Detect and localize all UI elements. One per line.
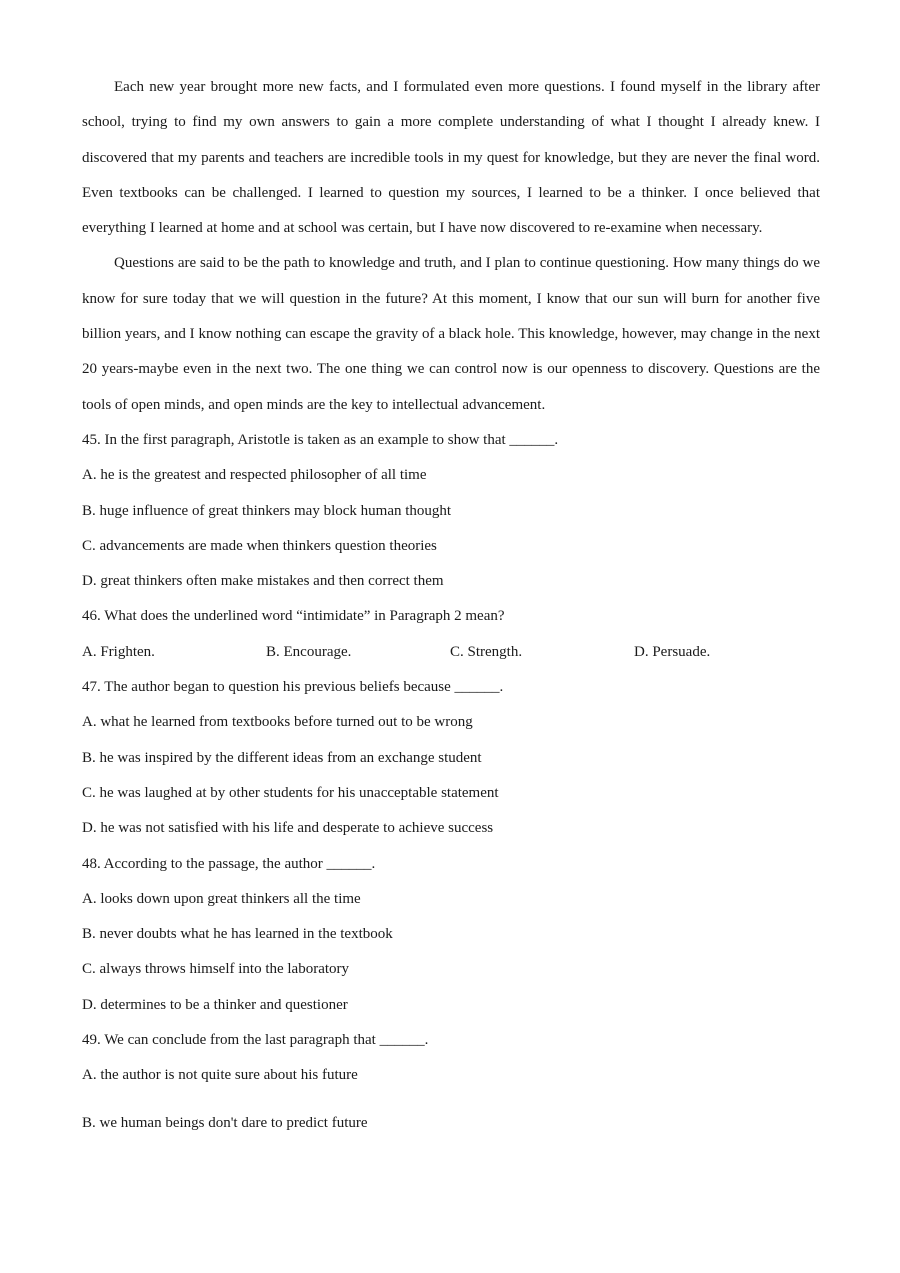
option-b: B. he was inspired by the different ideas from an exchange student — [82, 749, 482, 766]
question-49 — [82, 1023, 820, 1141]
option-d: D. he was not satisfied with his life and desperate to achieve success — [82, 820, 494, 837]
question-stem: 47. The author began to question his previous beliefs because ______. — [82, 679, 504, 696]
question-stem: 48. According to the passage, the author ______. — [82, 855, 376, 872]
option-d: D. great thinkers often make mistakes and then correct them — [82, 573, 444, 590]
question-48 — [82, 847, 820, 1023]
option-a: A. what he learned from textbooks before turned out to be wrong — [82, 714, 473, 731]
paragraph-text: Questions are said to be the path to knowledge and truth, and I plan to continue questioning. How many things do we know for sure today that we will question in the future? At this moment, I know that our sun will burn for another five billion years, and I know nothing can escape the gravity of a black hole. This knowledge, however, may change in the next 20 years-maybe even in the next two. The one thing we can control now is our openness to discovery. Questions are the tools of open minds, and open minds are the key to intellectual advancement. — [82, 255, 820, 413]
option-b: B. Encourage. — [266, 643, 352, 660]
paragraph-1 — [82, 70, 820, 246]
option-a: A. looks down upon great thinkers all the time — [82, 890, 361, 907]
option-c: C. he was laughed at by other students for his unacceptable statement — [82, 784, 499, 801]
document-page — [82, 70, 820, 1141]
paragraph-text: Each new year brought more new facts, and I formulated even more questions. I found myself in the library after school, trying to find my own answers to gain a more complete understanding of what I thought I already knew. I discovered that my parents and teachers are incredible tools in my quest for knowledge, but they are never the final word. Even textbooks can be challenged. I learned to question my sources, I learned to be a thinker. I once believed that everything I learned at home and at school was certain, but I have now discovered to re-examine when necessary. — [82, 79, 820, 237]
option-c: C. advancements are made when thinkers question theories — [82, 537, 437, 554]
option-c: C. always throws himself into the laboratory — [82, 961, 350, 978]
option-a: A. he is the greatest and respected philosopher of all time — [82, 467, 427, 484]
option-b: B. never doubts what he has learned in the textbook — [82, 926, 393, 943]
question-45 — [82, 423, 820, 599]
option-c: C. Strength. — [450, 643, 523, 660]
option-d: D. determines to be a thinker and questioner — [82, 996, 348, 1013]
paragraph-2 — [82, 246, 820, 422]
question-stem: 45. In the first paragraph, Aristotle is taken as an example to show that ______. — [82, 431, 559, 448]
question-stem: 49. We can conclude from the last paragraph that ______. — [82, 1032, 429, 1049]
option-d: D. Persuade. — [634, 643, 711, 660]
option-a: A. the author is not quite sure about his future — [82, 1067, 358, 1084]
question-47 — [82, 670, 820, 846]
question-stem: 46. What does the underlined word “intimidate” in Paragraph 2 mean? — [82, 608, 505, 625]
option-b: B. we human beings don't dare to predict future — [82, 1114, 368, 1131]
options-row — [82, 635, 820, 670]
option-b: B. huge influence of great thinkers may block human thought — [82, 502, 452, 519]
question-46 — [82, 599, 820, 670]
option-a: A. Frighten. — [82, 643, 155, 660]
